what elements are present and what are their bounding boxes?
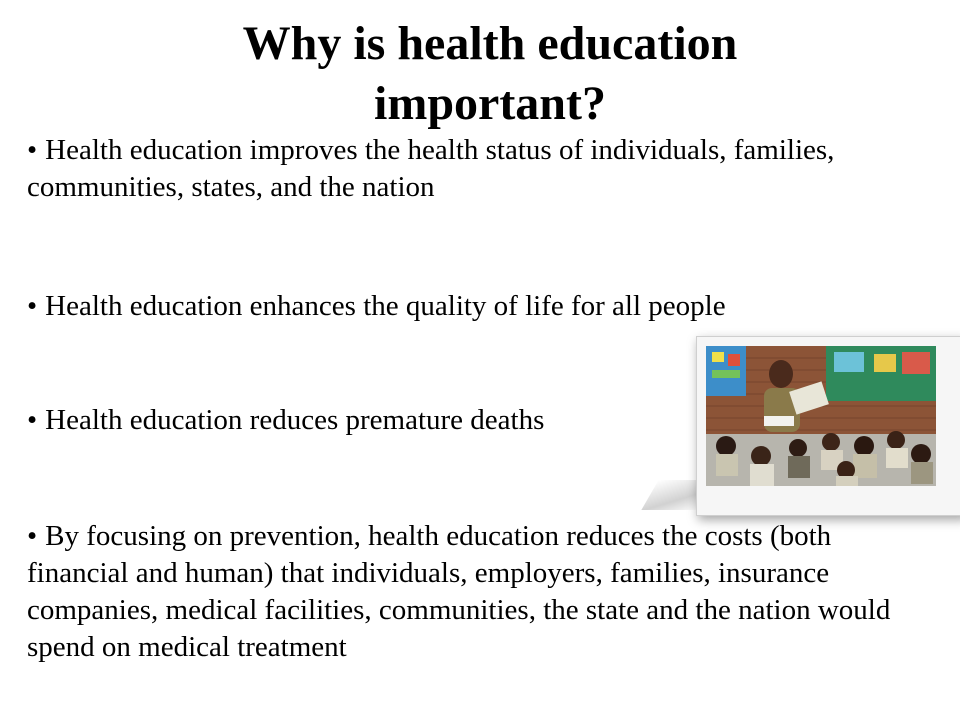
- bullet-text: By focusing on prevention, health education reduces the costs (both financial and human) that individuals, employers, families, insurance companies, medical facilities, communities, the state and the nation would spend on medical treatment: [27, 520, 891, 663]
- slide-title: Why is health education important?: [242, 17, 738, 130]
- bullet-text: Health education reduces premature deaths: [45, 404, 545, 436]
- bullet-item: [27, 288, 927, 325]
- photo-frame: [696, 336, 960, 516]
- bullet-marker: •: [27, 290, 38, 322]
- classroom-photo: [650, 332, 952, 512]
- bullet-item: [27, 402, 667, 439]
- bullet-marker: •: [27, 520, 38, 552]
- classroom-illustration: [706, 346, 936, 486]
- bullet-text: Health education enhances the quality of life for all people: [45, 290, 726, 322]
- bullet-item: [27, 132, 927, 206]
- bullet-text: Health education improves the health status of individuals, families, communities, states, and the nation: [27, 134, 835, 203]
- classroom-image: [706, 346, 936, 486]
- bullet-marker: •: [27, 404, 38, 436]
- bullet-item: [27, 518, 937, 666]
- bullet-marker: •: [27, 134, 38, 166]
